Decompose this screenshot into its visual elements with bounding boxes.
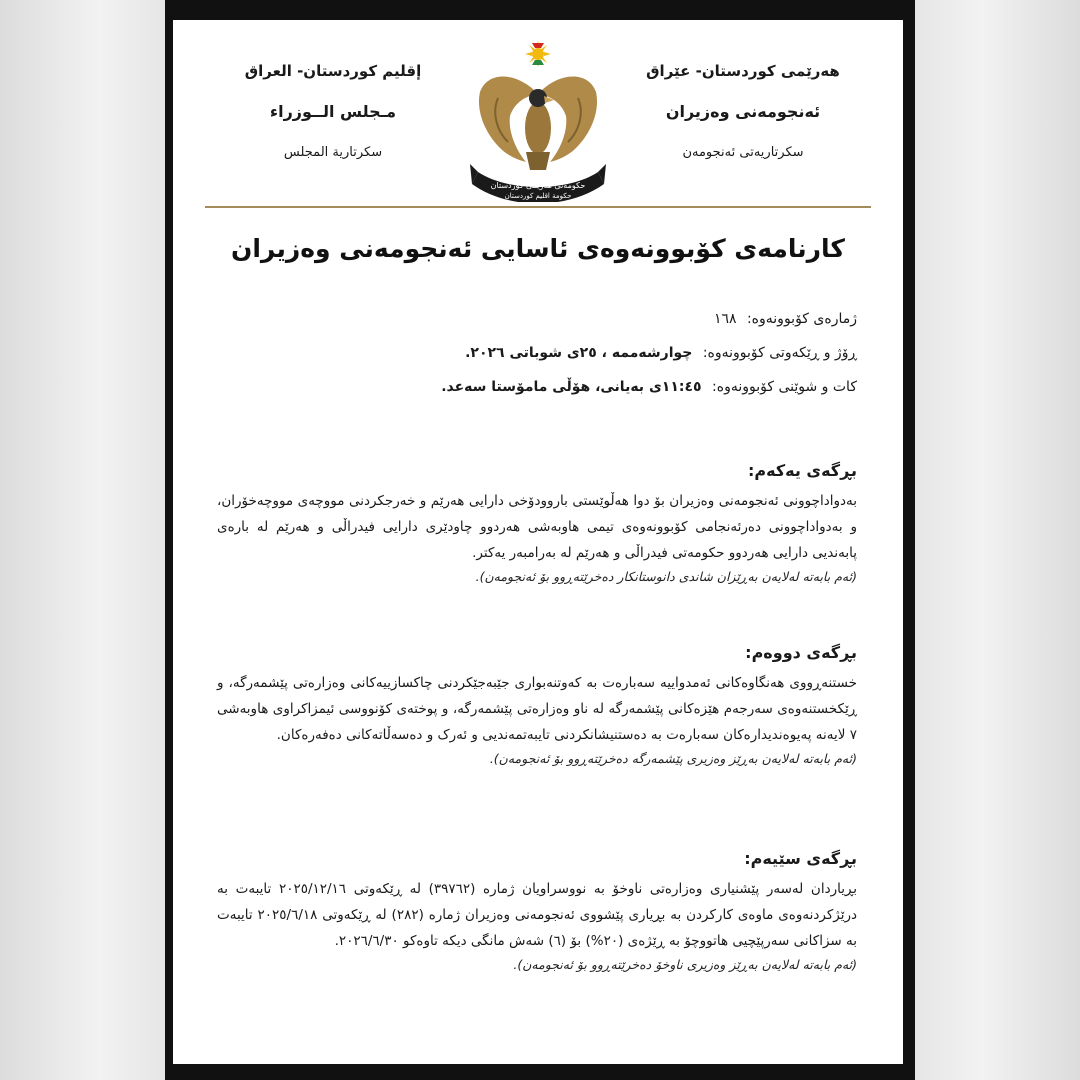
background-left xyxy=(0,0,165,1080)
meeting-date-value: چوارشەممە ، ٢٥ی شوباتی ٢٠٢٦. xyxy=(465,345,693,361)
emblem-text-arabic: حكومة اقليم كوردستان xyxy=(504,192,572,200)
agenda-item-body: بەدواداچوونی ئەنجومەنی وەزیران بۆ دوا هەڵوێستی باروودۆخی دارایی هەرێم و خەرجکردنی مووچەی مووچەخۆران، و بەدواداچوونی دەرئەنجامی کۆبوونەوەی تیمی هاوبەشی هەردوو چاودێری دارایی فیدراڵی و هەرێم لە بارەی پابەندیی دارایی هەردوو حکومەتی فیدراڵی و هەرێم لە بەرامبەر یەکتر. xyxy=(217,493,857,561)
meeting-date-label: ڕۆژ و ڕێکەوتی کۆبوونەوە: xyxy=(702,345,857,361)
header-council-kurdish: ئەنجومەنی وەزیران xyxy=(665,102,821,121)
meeting-time-row xyxy=(217,370,857,404)
meeting-number-row xyxy=(217,302,857,336)
meeting-info xyxy=(217,302,857,404)
header-divider xyxy=(205,206,871,208)
meeting-date-row xyxy=(217,336,857,370)
agenda-item-body: خستنەڕووی هەنگاوەکانی ئەمدواییە سەبارەت بە کەوتنەبواری جێبەجێکردنی چاکسازییەکانی وەزارەتی پێشمەرگە، و ڕێکخستنەوەی سەرجەم هێزەکانی پێشمەرگە لە ناو وەزارەتی پێشمەرگە، و پوختەی کۆنووسی ئیمزاکراوی هاوبەشی ٧ لایەنە پەیوەندیدارەکان سەبارەت بە دەستنیشانکردنی تایبەتمەندیی و ئەرک و دەسەڵاتەکانی دەفەرەکان. xyxy=(217,675,857,743)
meeting-time-label: کات و شوێنی کۆبوونەوە: xyxy=(712,379,857,395)
agenda-item-3 xyxy=(217,848,857,976)
agenda-item-note: (ئەم بابەتە لەلایەن بەڕێزان شاندی دانوستانکار دەخرێتەڕوو بۆ ئەنجومەن). xyxy=(475,569,857,584)
meeting-time-value: ١١:٤٥ی بەیانی، هۆڵی مامۆستا سەعد. xyxy=(441,379,702,395)
agenda-item-note: (ئەم بابەتە لەلایەن بەڕێز وەزیری ناوخۆ دەخرێتەڕوو بۆ ئەنجومەن). xyxy=(513,957,857,972)
header-region-kurdish: هەرێمی کوردستان- عێراق xyxy=(646,62,840,80)
meeting-number-label: ژمارەی کۆبوونەوە: xyxy=(746,311,857,327)
agenda-item-title: بڕگەی دووەم: xyxy=(745,643,857,662)
agenda-item-title: بڕگەی یەکەم: xyxy=(748,461,857,480)
background-right xyxy=(915,0,1080,1080)
header-kurdish xyxy=(638,64,848,164)
agenda-item-2 xyxy=(217,642,857,770)
agenda-item-title: بڕگەی سێیەم: xyxy=(744,849,857,868)
header-secretariat-kurdish: سکرتاریەتی ئەنجومەن xyxy=(682,145,804,160)
header-arabic xyxy=(228,64,438,164)
kurdistan-emblem-icon xyxy=(458,32,618,202)
document-title: کارنامەی کۆبوونەوەی ئاسایی ئەنجومەنی وەزیران xyxy=(231,234,845,263)
header-region-arabic: إقليم كوردستان- العراق xyxy=(244,62,422,80)
header-council-arabic: مـجلس الــوزراء xyxy=(269,102,397,121)
header-secretariat-arabic: سكرتارية المجلس xyxy=(283,145,383,160)
meeting-number-value: ١٦٨ xyxy=(713,311,737,327)
agenda-item-1 xyxy=(217,460,857,588)
document-frame xyxy=(165,0,915,1080)
agenda-item-note: (ئەم بابەتە لەلایەن بەڕێز وەزیری پێشمەرگە دەخرێتەڕوو بۆ ئەنجومەن). xyxy=(489,751,857,766)
emblem-text-kurdish: حکومەتی هەرێمی کوردستان xyxy=(490,181,586,190)
document-page xyxy=(173,20,903,1064)
agenda-item-body: بڕیاردان لەسەر پێشنیاری وەزارەتی ناوخۆ بە نووسراویان ژمارە (٣٩٧٦٢) لە ڕێکەوتی ٢٠٢٥/١٢/١٦ تایبەت بە درێژکردنەوەی ماوەی کارکردن بە بڕیاری پێشووی ئەنجومەنی وەزیران ژمارە (٢٨٢) لە ڕێکەوتی ٢٠٢٥/٦/١٨ تایبەت بە سزاکانی سەرپێچیی هاتووچۆ بە ڕێژەی (٢٠%) بۆ (٦) شەش مانگی دیکە تاوەکو ٢٠٢٦/٦/٣٠. xyxy=(217,881,857,949)
